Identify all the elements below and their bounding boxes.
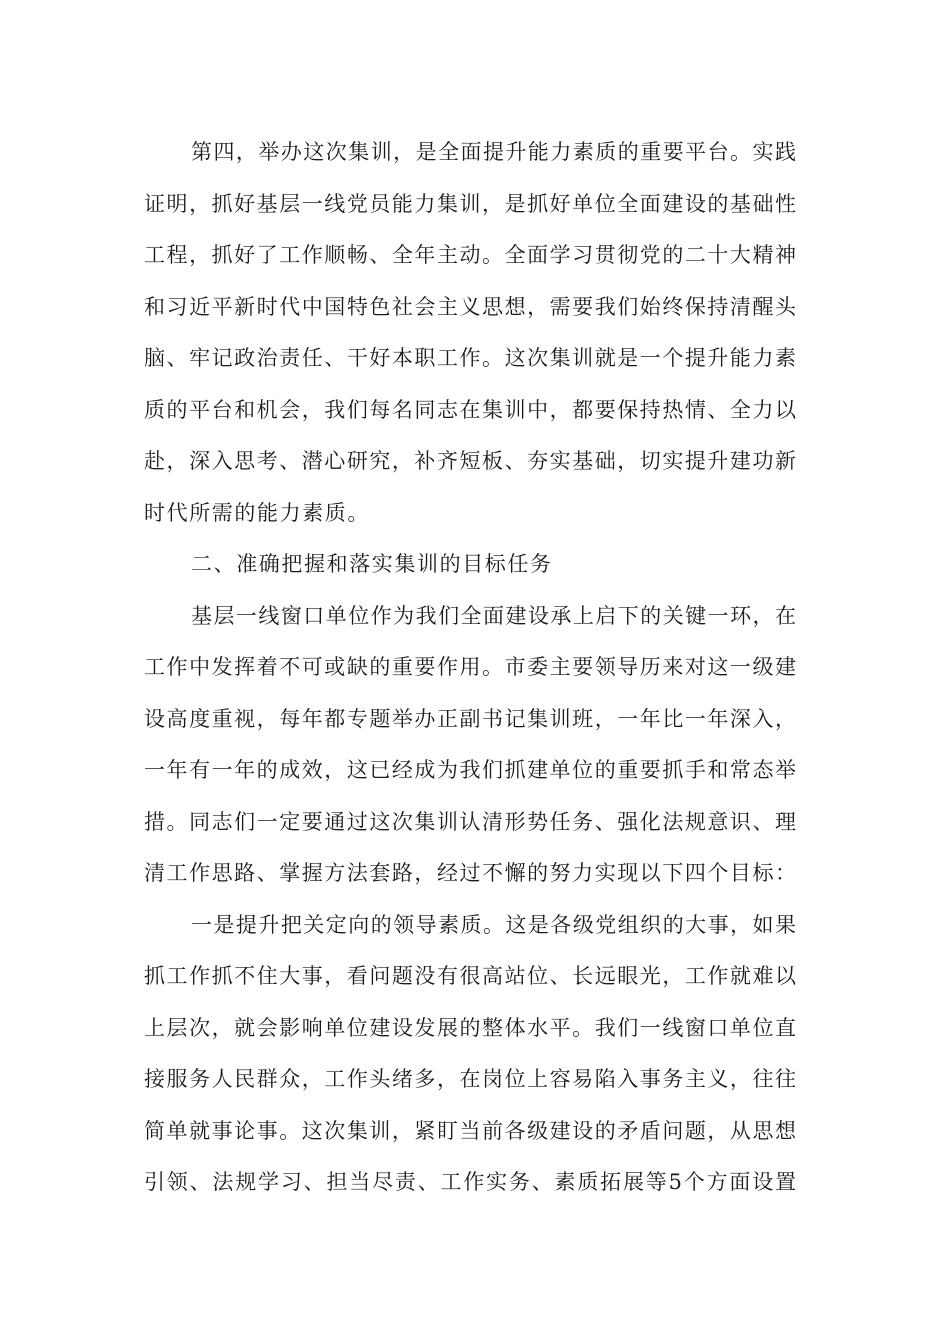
section-heading	[144, 539, 796, 591]
text-line: 和习近平新时代中国特色社会主义思想，需要我们始终保持清醒头	[144, 294, 796, 319]
text-line: 接服务人民群众，工作头绪多，在岗位上容易陷入事务主义，往往	[144, 1067, 796, 1091]
text-line: 时代所需的能力素质。	[144, 500, 370, 525]
text-line: 一是提升把关定向的领导素质。这是各级党组织的大事，如果	[191, 912, 796, 937]
text-line: 证明，抓好基层一线党员能力集训，是抓好单位全面建设的基础性	[144, 191, 796, 216]
paragraph-goals-intro	[144, 591, 796, 900]
text-line: 脑、牢记政治责任、干好本职工作。这次集训就是一个提升能力素	[144, 346, 796, 370]
text-line: 抓工作抓不住大事，看问题没有很高站位、长远眼光，工作就难以	[144, 964, 796, 988]
heading-text: 二、准确把握和落实集训的目标任务	[191, 552, 553, 576]
text-line: 措。同志们一定要通过这次集训认清形势任务、强化法规意识、理	[144, 809, 796, 834]
text-line: 设高度重视，每年都专题举办正副书记集训班，一年比一年深入，	[144, 706, 796, 731]
text-line: 一年有一年的成效，这已经成为我们抓建单位的重要抓手和常态举	[144, 758, 796, 782]
text-line: 上层次，就会影响单位建设发展的整体水平。我们一线窗口单位直	[144, 1015, 796, 1040]
paragraph-first-goal	[144, 900, 796, 1209]
text-line: 赴，深入思考、潜心研究，补齐短板、夯实基础，切实提升建功新	[144, 449, 796, 473]
text-line: 基层一线窗口单位作为我们全面建设承上启下的关键一环，在	[191, 603, 796, 628]
text-line: 清工作思路、掌握方法套路，经过不懈的努力实现以下四个目标：	[144, 861, 796, 885]
text-line: 工作中发挥着不可或缺的重要作用。市委主要领导历来对这一级建	[144, 655, 796, 679]
paragraph-fourth-point	[144, 127, 796, 539]
text-line: 引领、法规学习、担当尽责、工作实务、素质拓展等5个方面设置	[144, 1170, 796, 1194]
text-line: 第四，举办这次集训，是全面提升能力素质的重要平台。实践	[191, 140, 796, 164]
text-line: 质的平台和机会，我们每名同志在集训中，都要保持热情、全力以	[144, 397, 796, 422]
document-body	[144, 127, 796, 1209]
text-line: 工程，抓好了工作顺畅、全年主动。全面学习贯彻党的二十大精神	[144, 243, 796, 267]
text-line: 简单就事论事。这次集训，紧盯当前各级建设的矛盾问题，从思想	[144, 1118, 796, 1143]
